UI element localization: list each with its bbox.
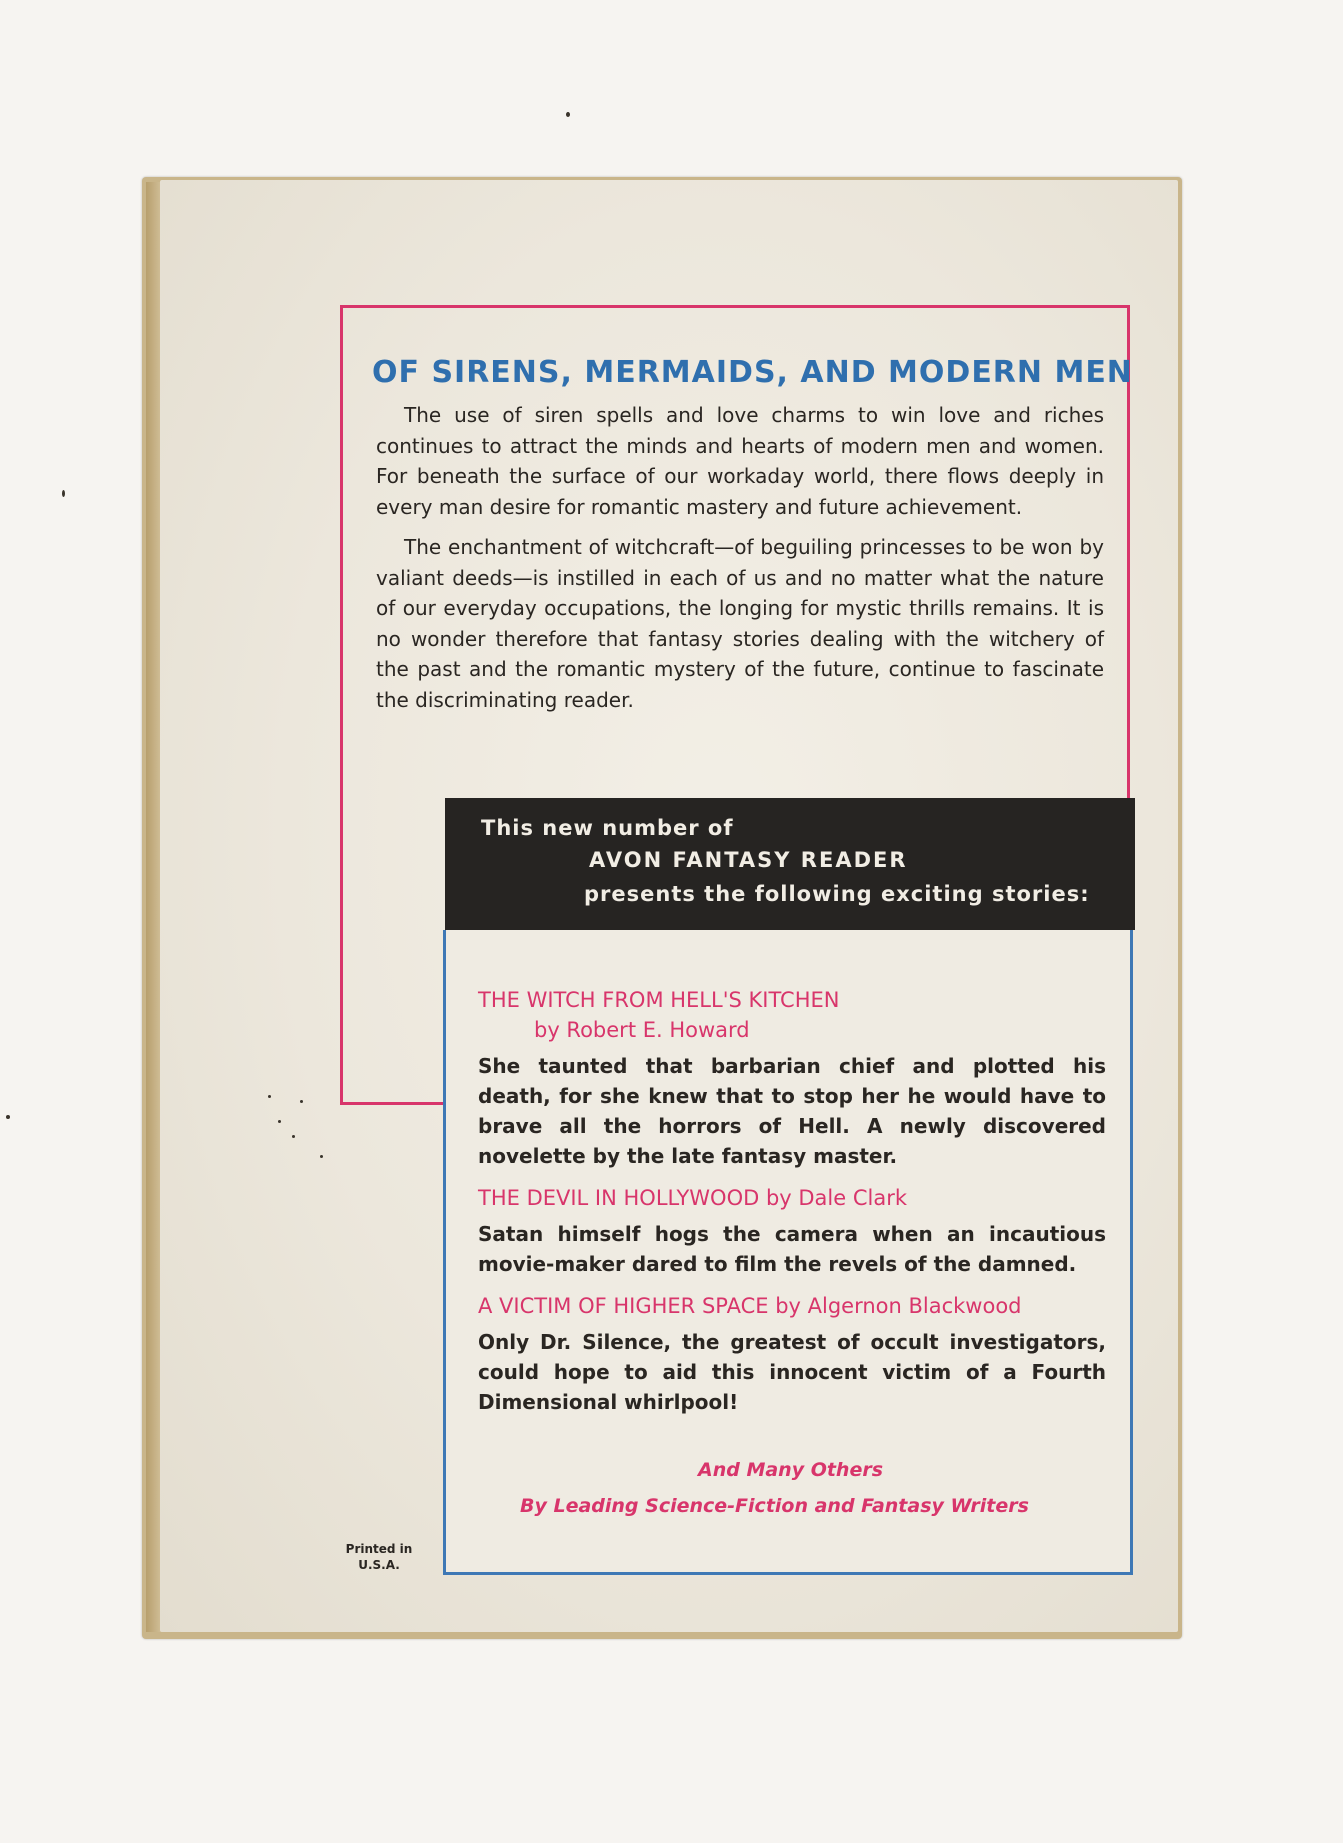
intro-paragraph-2: The enchantment of witchcraft—of beguiling princesses to be won by valiant deeds—is instilled in each of us and no matter what the nature of our everyday occupations, the longing for mystic thrills remains. It is no wonder therefore that fantasy stories dealing with the witchery of the past and the romantic mystery of the future, continue to fascinate the discriminating reader. bbox=[376, 535, 1104, 712]
dust-speck bbox=[320, 1155, 323, 1158]
dust-speck bbox=[268, 1095, 271, 1098]
printed-line-1: Printed in bbox=[345, 1542, 413, 1556]
dust-speck bbox=[278, 1120, 281, 1123]
dust-speck bbox=[300, 1100, 303, 1103]
intro-paragraph-1: The use of siren spells and love charms to win love and riches continues to attract the minds and hearts of modern men and women. For beneath the surface of our workaday world, there flows deeply in every man desire for romantic mastery and future achievement. bbox=[376, 403, 1104, 519]
story-title: A VICTIM OF HIGHER SPACE by Algernon Blackwood bbox=[478, 1294, 1022, 1318]
banner-line-3: presents the following exciting stories: bbox=[584, 882, 1090, 906]
story-author: by Robert E. Howard bbox=[534, 1018, 750, 1042]
banner-line-2: AVON FANTASY READER bbox=[589, 848, 908, 872]
dust-speck bbox=[292, 1135, 295, 1138]
story-title: THE DEVIL IN HOLLYWOOD by Dale Clark bbox=[478, 1186, 908, 1210]
printed-in-notice bbox=[344, 1541, 414, 1573]
story-item bbox=[478, 985, 1106, 1171]
story-description: Only Dr. Silence, the greatest of occult investigators, could hope to aid this innocent victim of a Fourth Dimensional whirlpool! bbox=[478, 1330, 1106, 1414]
story-item bbox=[478, 1291, 1106, 1417]
story-item bbox=[478, 1183, 1106, 1279]
announcement-banner bbox=[445, 798, 1135, 930]
story-description: She taunted that barbarian chief and plotted his death, for she knew that to stop her he would have to brave all the horrors of Hell. A newly discovered novelette by the late fantasy master. bbox=[478, 1054, 1106, 1168]
banner-line-1: This new number of bbox=[481, 816, 734, 840]
dust-speck bbox=[62, 490, 65, 497]
intro-text bbox=[376, 400, 1104, 725]
dust-speck bbox=[6, 1115, 10, 1119]
story-title: THE WITCH FROM HELL'S KITCHEN bbox=[478, 988, 840, 1012]
cover-heading: OF SIRENS, MERMAIDS, AND MODERN MEN bbox=[372, 355, 1133, 390]
printed-line-2: U.S.A. bbox=[358, 1558, 400, 1572]
dust-speck bbox=[566, 112, 570, 117]
story-list bbox=[478, 985, 1106, 1429]
closing-line-1: And Many Others bbox=[698, 1459, 884, 1481]
story-description: Satan himself hogs the camera when an incautious movie-maker dared to film the revels of the damned. bbox=[478, 1222, 1106, 1276]
closing-line-2: By Leading Science-Fiction and Fantasy Writers bbox=[520, 1495, 1029, 1517]
